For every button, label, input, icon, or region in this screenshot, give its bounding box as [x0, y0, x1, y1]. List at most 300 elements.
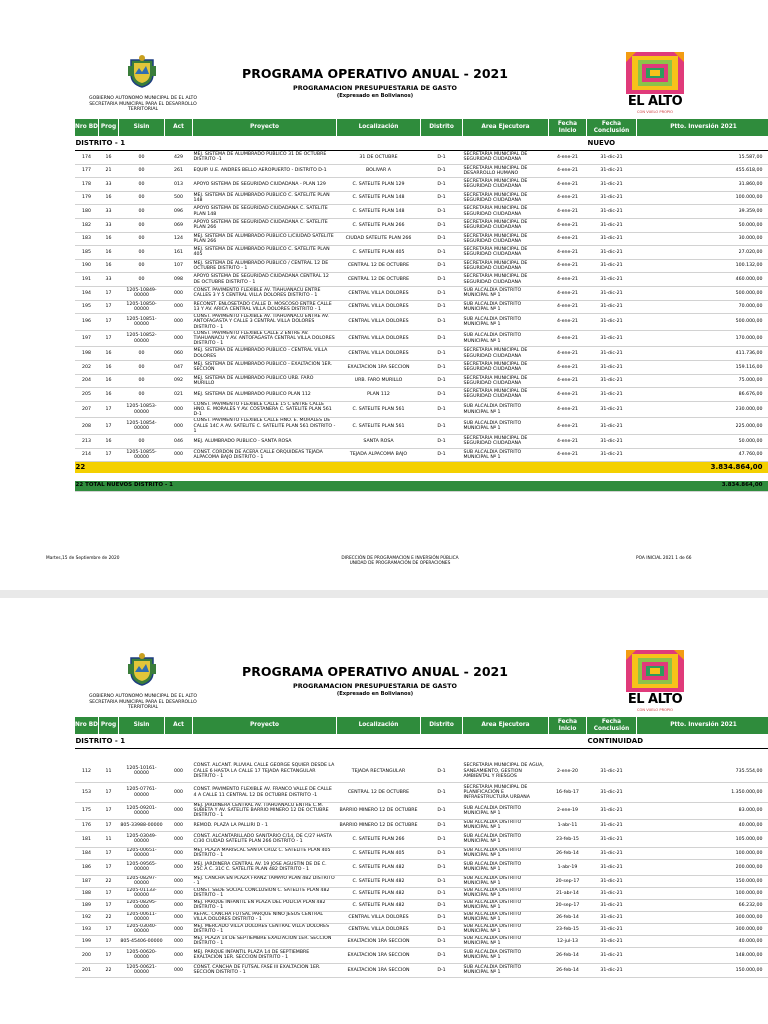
table-cell: SECRETARIA MUNICIPAL DE SEGURIDAD CIUDADANA: [463, 178, 549, 192]
table-row: [75, 448, 768, 462]
table-cell: 21-abr-14: [549, 887, 587, 899]
table-cell: 31-dic-21: [587, 246, 637, 260]
table-row: [75, 374, 768, 388]
table-cell: 00: [119, 434, 165, 448]
total-row: [75, 481, 768, 492]
table-cell: REFAC. CANCHA FUTSAL PARQUE NIÑO JESUS CENTRAL VILLA DOLORES DISTRITO - 1: [193, 911, 337, 923]
table-cell: C. SATELITE PLAN 148: [337, 191, 421, 205]
table-cell: 40.000,00: [637, 819, 768, 831]
table-cell: 213: [75, 434, 99, 448]
column-header: Fecha Inicio: [549, 119, 587, 137]
table-cell: 4-ene-21: [549, 434, 587, 448]
table-cell: D-1: [421, 388, 463, 402]
table-cell: 2-ene-19: [549, 803, 587, 820]
table-cell: SUB ALCALDIA DISTRITO MUNICIPAL Nº 1: [463, 286, 549, 300]
table-cell: 17: [99, 923, 119, 935]
table-cell: D-1: [421, 191, 463, 205]
table-cell: 16: [99, 259, 119, 273]
table-cell: CENTRAL VILLA DOLORES: [337, 314, 421, 331]
table-cell: 189: [75, 899, 99, 911]
table-cell: D-1: [421, 434, 463, 448]
table-cell: 00: [119, 246, 165, 260]
table-cell: D-1: [421, 831, 463, 847]
table-cell: MEJ. SISTEMA DE ALUMBRADO PUBLICO PLAN 112: [193, 388, 337, 402]
government-name: [75, 96, 211, 113]
table-cell: CONST. SEDE SOCIAL CONCLUSION C. SATELITE PLAN 482 DISTRITO - 1: [193, 887, 337, 899]
column-header: Nro BD: [75, 119, 99, 137]
table-cell: 4-ene-21: [549, 418, 587, 435]
table-cell: 21: [99, 164, 119, 178]
table-cell: 000: [165, 448, 193, 462]
table-cell: SECRETARIA MUNICIPAL DE SEGURIDAD CIUDADANA: [463, 232, 549, 246]
table-cell: 26-feb-14: [549, 911, 587, 923]
table-cell: 31-dic-21: [587, 899, 637, 911]
table-cell: 186: [75, 859, 99, 875]
table-cell: 1205-09201-00000: [119, 803, 165, 820]
table-cell: 176: [75, 819, 99, 831]
table-cell: CONST. PAVIMENTO FLEXIBLE AV. TIAHUANACU ENTRE AV. ANTOFAGASTA Y CALLE 3 CENTRAL VILLA DOLORES DISTRITO - 1: [193, 314, 337, 331]
table-cell: CONST. PAVIMENTO FLEXIBLE CALLE 15 C ENTRE CALLE HNO. E. MORALES Y AV. COSTANERA C. SATELITE PLAN 561 D-1: [193, 401, 337, 418]
page-subtitle-2: (Expresado en Bolivianos): [336, 691, 414, 697]
table-cell: URB. FARO MURILLO: [337, 374, 421, 388]
table-cell: 046: [165, 434, 193, 448]
table-cell: 31-dic-21: [587, 448, 637, 462]
table-cell: 39.359,00: [637, 205, 768, 219]
table-cell: 000: [165, 819, 193, 831]
table-cell: 000: [165, 947, 193, 963]
table-cell: 411.736,00: [637, 347, 768, 361]
table-cell: SUB ALCALDIA DISTRITO MUNICIPAL Nº 1: [463, 803, 549, 820]
logo-subtitle: CON VUELO PROPIO: [637, 110, 673, 114]
table-cell: D-1: [421, 963, 463, 977]
table-cell: C. SATELITE PLAN 482: [337, 887, 421, 899]
page-title: PROGRAMA OPERATIVO ANUAL - 2021: [242, 664, 508, 679]
table-cell: SUB ALCALDIA DISTRITO MUNICIPAL Nº 1: [463, 314, 549, 331]
table-cell: 000: [165, 314, 193, 331]
table-cell: CENTRAL 12 DE OCTUBRE: [337, 783, 421, 803]
table-row: [75, 935, 768, 947]
table-cell: SECRETARIA MUNICIPAL DE SEGURIDAD CIUDADANA: [463, 347, 549, 361]
table-cell: 00: [119, 232, 165, 246]
table-cell: 177: [75, 164, 99, 178]
table-cell: 31-dic-21: [587, 935, 637, 947]
table-cell: 000: [165, 831, 193, 847]
table-cell: EXALTACION 1RA SECCION: [337, 360, 421, 374]
table-cell: 31-dic-21: [587, 164, 637, 178]
table-cell: 1205-10161-00000: [119, 761, 165, 783]
table-cell: MEJ. PLAZA MARISCAL SANTA CRUZ C. SATELITE PLAN 405 DISTRITO - 1: [193, 847, 337, 859]
table-cell: MEJ. SISTEMA DE ALUMBRADO PUBLICO / CENTRAL 12 DE OCTUBRE DISTRITO - 1: [193, 259, 337, 273]
table-cell: CONST. PAVIMENTO FLEXIBLE CALLE HNO. E. MORALES DE CALLE 14C A AV. SATELITE C. SATELITE PLAN 561 DISTRITO - 1: [193, 418, 336, 434]
table-cell: 178: [75, 178, 99, 192]
page-separator: [0, 590, 768, 598]
table-cell: 204: [75, 374, 99, 388]
table-cell: 31-dic-21: [587, 418, 637, 435]
table-cell: 26-feb-14: [549, 847, 587, 859]
table-cell: 17: [99, 418, 119, 435]
table-cell: 1205-03049-00000: [119, 831, 165, 847]
table-cell: D-1: [421, 164, 463, 178]
table-cell: 1205-00611-00000: [119, 911, 165, 923]
table-cell: SUB ALCALDIA DISTRITO MUNICIPAL Nº 1: [463, 963, 549, 977]
table-cell: SUB ALCALDIA DISTRITO MUNICIPAL Nº 1: [463, 819, 549, 831]
table-cell: 184: [75, 847, 99, 859]
table-cell: MEJ. PARQUE INFANTIL EN PLAZA DEL POLICIA PLAN 482 DISTRITO - 1: [193, 899, 337, 911]
table-cell: 4-ene-21: [549, 273, 587, 287]
gov-line-1: GOBIERNO AUTONOMO MUNICIPAL DE EL ALTO: [89, 694, 197, 699]
table-cell: REMOD. PLAZA LA PALLIRI D - 1: [193, 819, 337, 831]
footer-date: Martes,15 de Septiembre de 2020: [46, 556, 120, 561]
gov-line-3: TERRITORIAL: [127, 107, 159, 113]
table-cell: 105.000,00: [637, 831, 768, 847]
table-cell: 12-jul-13: [549, 935, 587, 947]
table-cell: 00: [119, 218, 165, 232]
table-cell: 193: [75, 923, 99, 935]
logo-text: EL ALTO: [627, 692, 683, 707]
table-row: [75, 191, 768, 205]
table-cell: 500: [165, 191, 193, 205]
table-cell: 17: [99, 286, 119, 300]
table-cell: 00: [119, 164, 165, 178]
table-cell: SANTA ROSA: [337, 434, 421, 448]
table-cell: D-1: [421, 923, 463, 935]
table-cell: MEJ. PLAZA 14 DE SEPTIEMBRE EXALTACION 1ER. SECCION DISTRITO - 1: [193, 935, 337, 947]
table-cell: D-1: [421, 300, 463, 314]
table-cell: 00: [119, 178, 165, 192]
table-cell: D-1: [421, 286, 463, 300]
table-cell: 11: [99, 831, 119, 847]
table-cell: 31-dic-21: [587, 887, 637, 899]
table-cell: 000: [165, 911, 193, 923]
table-cell: MEJ. JARDINERA CENTRAL AV. TIAHUANACU ENTRE C.M. SUBIETA Y AV. SATELITE BARRIO MINERO 12 DE OCTUBRE DISTRITO - 1: [193, 803, 337, 820]
table-cell: 174: [75, 151, 99, 165]
table-cell: 17: [99, 899, 119, 911]
table-row: [75, 947, 768, 963]
table-cell: 207: [75, 401, 99, 418]
table-row: [75, 761, 768, 783]
table-cell: 000: [165, 875, 193, 887]
table-cell: 31-dic-21: [587, 286, 637, 300]
table-cell: 33: [99, 218, 119, 232]
table-cell: 1205-10849-00000: [119, 286, 165, 300]
table-row: [75, 899, 768, 911]
table-cell: 161: [165, 246, 193, 260]
table-cell: BARRIO MINERO 12 DE OCTUBRE: [337, 819, 421, 831]
table-cell: 70.000,00: [637, 300, 768, 314]
table-cell: SUB ALCALDIA DISTRITO MUNICIPAL Nº 1: [463, 935, 549, 947]
table-cell: 4-ene-21: [549, 448, 587, 462]
table-cell: 000: [165, 923, 193, 935]
table-cell: 196: [75, 314, 99, 331]
table-cell: 170.000,00: [637, 330, 768, 347]
footer-page-number: POA INICIAL 2021 1 de 66: [636, 556, 692, 561]
table-row: [75, 847, 768, 859]
table-cell: 1205-10850-00000: [119, 300, 165, 314]
table-cell: MEJ. SISTEMA DE ALUMBRADO PUBLICO URB. FARO MURILLO: [193, 374, 337, 388]
table-cell: D-1: [421, 847, 463, 859]
table-cell: D-1: [421, 875, 463, 887]
table-cell: MEJ. MERCADO VILLA DOLORES CENTRAL VILLA DOLORES DISTRITO - 1: [193, 923, 337, 935]
table-cell: 100.132,00: [637, 259, 768, 273]
column-header: Area Ejecutora: [463, 717, 549, 735]
table-cell: 1205-01133-00000: [119, 887, 165, 899]
table-cell: SUB ALCALDIA DISTRITO MUNICIPAL Nº 1: [463, 847, 549, 859]
table-cell: 31-dic-21: [587, 374, 637, 388]
table-cell: D-1: [421, 935, 463, 947]
table-cell: 22: [99, 963, 119, 977]
table-row: [75, 300, 768, 314]
table-cell: D-1: [421, 360, 463, 374]
table-cell: 33: [99, 205, 119, 219]
column-header: Distrito: [421, 119, 463, 137]
table-cell: 188: [75, 887, 99, 899]
table-cell: D-1: [421, 911, 463, 923]
table-cell: 83.000,00: [637, 803, 768, 820]
gov-line-1: GOBIERNO AUTONOMO MUNICIPAL DE EL ALTO: [89, 96, 197, 101]
column-header: Distrito: [421, 717, 463, 735]
table-row: [75, 205, 768, 219]
table-cell: SECRETARIA MUNICIPAL DE SEGURIDAD CIUDADANA: [463, 259, 549, 273]
table-cell: 16: [99, 388, 119, 402]
table-cell: 27.020,00: [637, 246, 768, 260]
table-cell: D-1: [421, 330, 463, 347]
table-cell: D-1: [421, 947, 463, 963]
table-cell: 31-dic-21: [587, 151, 637, 165]
table-cell: PLAN 112: [337, 388, 421, 402]
table-cell: 31-dic-21: [587, 401, 637, 418]
table-cell: SECRETARIA MUNICIPAL DE SEGURIDAD CIUDADANA: [463, 191, 549, 205]
table-cell: 31-dic-21: [587, 923, 637, 935]
table-cell: 26-feb-14: [549, 963, 587, 977]
table-cell: 429: [165, 151, 193, 165]
table-cell: D-1: [421, 218, 463, 232]
table-cell: 195: [75, 300, 99, 314]
table-cell: CENTRAL VILLA DOLORES: [337, 300, 421, 314]
table-cell: 200: [75, 947, 99, 963]
table-cell: SECRETARIA MUNICIPAL DE PLANIFICACIÓN E INFRAESTRUCTURA URBANA: [463, 783, 549, 803]
column-header: Localización: [337, 717, 421, 735]
table-cell: 000: [165, 935, 193, 947]
table-cell: 22: [99, 911, 119, 923]
table-cell: CONST. PAVIMENTO FLEXIBLE AV. FRANCO VALLE DE CALLE 4 A CALLE 11 CENTRAL 12 DE OCTUBRE DISTRITO -1: [193, 783, 337, 803]
table-cell: 096: [165, 205, 193, 219]
table-row: [75, 859, 768, 875]
gov-line-2: SECRETARIA MUNICIPAL PARA EL DESARROLLO: [89, 699, 197, 705]
table-cell: 225.000,00: [637, 418, 768, 435]
table-cell: 17: [99, 803, 119, 820]
table-cell: 1205-10853-00000: [119, 401, 165, 418]
table-cell: SUB ALCALDIA DISTRITO MUNICIPAL Nº 1: [463, 418, 549, 435]
table-cell: 230.000,00: [637, 401, 768, 418]
table-cell: C. SATELITE PLAN 561: [337, 401, 421, 418]
table-cell: 31-dic-21: [587, 783, 637, 803]
table-cell: 17: [99, 847, 119, 859]
table-cell: 17: [99, 935, 119, 947]
table-cell: 200.000,00: [637, 859, 768, 875]
table-cell: 00: [119, 259, 165, 273]
table-cell: C. SATELITE PLAN 482: [337, 875, 421, 887]
table-row: [75, 875, 768, 887]
table-cell: 31-dic-21: [587, 232, 637, 246]
table-cell: D-1: [421, 418, 463, 435]
table-cell: 4-ene-21: [549, 232, 587, 246]
table-cell: 198: [75, 347, 99, 361]
table-row: [75, 259, 768, 273]
table-cell: 300.000,00: [637, 923, 768, 935]
table-cell: SUB ALCALDIA DISTRITO MUNICIPAL Nº 1: [463, 330, 549, 347]
table-row: [75, 330, 768, 347]
table-cell: 1205-00620-00000: [119, 947, 165, 963]
table-cell: CONST. PAVIMENTO FLEXIBLE CALLE 2 ENTRE AV. TIAHUANACU Y AV. ANTOFAGASTA CENTRAL VILLA DOLORES DISTRITO - 1: [193, 330, 335, 347]
table-cell: 060: [165, 347, 193, 361]
table-row: [75, 178, 768, 192]
table-cell: SECRETARIA MUNICIPAL DE AGUA, SANEAMIENTO, GESTION AMBIENTAL Y RIESGOS: [463, 761, 549, 783]
table-cell: 1205-09565-00000: [119, 859, 165, 875]
table-cell: SECRETARIA MUNICIPAL DE DESARROLLO HUMANO: [463, 164, 549, 178]
table-cell: BOLIVAR A: [337, 164, 421, 178]
table-cell: 1-abr-19: [549, 859, 587, 875]
table-cell: 11: [99, 761, 119, 783]
table-cell: CONST. CANCHA DE FUTSAL FASE III EXALTACION 1ER. SECCIÓN DISTRITO - 1: [193, 963, 337, 977]
table-cell: 17: [99, 819, 119, 831]
table-cell: 197: [75, 330, 99, 347]
table-cell: 16: [99, 246, 119, 260]
table-cell: 23-feb-15: [549, 923, 587, 935]
footer-center-line-1: DIRECCIÓN DE PROGRAMACION E INVERSIÓN PÚBLICA: [341, 556, 459, 561]
column-header: Fecha Conclusión: [587, 717, 637, 735]
table-cell: CONST. PAVIMENTO FLEXIBLE AV. TIAHUANACU ENTRE CALLES 3 Y 5 CENTRAL VILLA DOLORES DISTRITO - 1: [193, 286, 337, 300]
table-cell: 4-ene-21: [549, 360, 587, 374]
table-row: [75, 273, 768, 287]
municipal-crest-icon: [128, 54, 156, 88]
table-cell: EXALTACION 1RA SECCION: [337, 935, 421, 947]
table-cell: 20-sep-17: [549, 875, 587, 887]
table-cell: SUB ALCALDIA DISTRITO MUNICIPAL Nº 1: [463, 448, 549, 462]
table-cell: 180: [75, 205, 99, 219]
table-cell: 1205-07761-00000: [119, 783, 165, 803]
table-cell: CENTRAL VILLA DOLORES: [337, 330, 421, 347]
table-cell: C. SATELITE PLAN 266: [337, 831, 421, 847]
table-cell: 1205-08295-00000: [119, 899, 165, 911]
table-cell: 735.554,00: [637, 761, 768, 783]
table-cell: C. SATELITE PLAN 148: [337, 205, 421, 219]
column-header: Act: [165, 119, 193, 137]
table-cell: 26-feb-14: [549, 947, 587, 963]
table-cell: 1205-10854-00000: [119, 418, 165, 435]
table-cell: 16: [99, 191, 119, 205]
column-header: Fecha Inicio: [549, 717, 587, 735]
logo-subtitle: CON VUELO PROPIO: [637, 708, 673, 712]
column-header: Nro BD: [75, 717, 99, 735]
table-cell: 16: [99, 360, 119, 374]
table-cell: 50.000,00: [637, 218, 768, 232]
table-cell: 31-dic-21: [587, 273, 637, 287]
table-cell: MEJ. SISTEMA DE ALUMBRADO PUBLICO C. SATELITE PLAN 405: [193, 246, 337, 260]
table-cell: 33: [99, 178, 119, 192]
table-cell: 000: [165, 418, 193, 435]
table-cell: RECONST. ENLOSETADO CALLE D. MOSCOSO ENTRE CALLE 13 Y AV. ARICA CENTRAL VILLA DOLORES DISTRITO - 1: [193, 300, 337, 314]
table-cell: CONST. ALCANTARILLADO SANITARIO C/14, DE C/27 HASTA C/30 CIUDAD SATELITE PLAN 266 DISTRITO - 1: [193, 831, 337, 847]
table-cell: SECRETARIA MUNICIPAL DE SEGURIDAD CIUDADANA: [463, 374, 549, 388]
table-cell: 107: [165, 259, 193, 273]
distrito-row: [75, 735, 768, 749]
spacer-row: [75, 473, 768, 481]
table-cell: CENTRAL VILLA DOLORES: [337, 347, 421, 361]
table-cell: 31-dic-21: [587, 259, 637, 273]
table-cell: 4-ene-21: [549, 218, 587, 232]
table-cell: CENTRAL VILLA DOLORES: [337, 286, 421, 300]
table-row: [75, 401, 768, 418]
count-label: 22: [75, 462, 637, 473]
page-title: PROGRAMA OPERATIVO ANUAL - 2021: [242, 66, 508, 81]
table-cell: 1205-08297-00000: [119, 875, 165, 887]
table-cell: CIUDAD SATELITE PLAN 266: [337, 232, 421, 246]
table-cell: 4-ene-21: [549, 314, 587, 331]
table-cell: 31-dic-21: [587, 963, 637, 977]
table-cell: C. SATELITE PLAN 561: [337, 418, 421, 435]
table-cell: 013: [165, 178, 193, 192]
table-cell: MEJ. SISTEMA DE ALUMBRADO PUBLICO L/CIUDAD SATELITE PLAN 266: [193, 232, 337, 246]
table-cell: 202: [75, 360, 99, 374]
table-cell: 021: [165, 388, 193, 402]
table-row: [75, 360, 768, 374]
table-cell: 40.000,00: [637, 935, 768, 947]
table-cell: 100.000,00: [637, 191, 768, 205]
table-cell: 4-ene-21: [549, 246, 587, 260]
table-cell: 000: [165, 803, 193, 820]
table-cell: 15.587,00: [637, 151, 768, 165]
table-cell: 31-dic-21: [587, 875, 637, 887]
table-cell: C. SATELITE PLAN 129: [337, 178, 421, 192]
table-cell: MEJ. SISTEMA DE ALUMBRADO PUBLICO 31 DE OCTUBRE DISTRITO -1: [193, 151, 337, 165]
table-row: [75, 887, 768, 899]
table-cell: SECRETARIA MUNICIPAL DE SEGURIDAD CIUDADANA: [463, 246, 549, 260]
table-cell: CONST. CORDON DE ACERA CALLE ORQUIDEAS TEJADA ALPACOMA BAJO DISTRITO - 1: [193, 448, 337, 462]
table-cell: D-1: [421, 347, 463, 361]
table-cell: C. SATELITE PLAN 482: [337, 859, 421, 875]
table-cell: C. SATELITE PLAN 266: [337, 218, 421, 232]
table-cell: CENTRAL VILLA DOLORES: [337, 911, 421, 923]
column-header: Area Ejecutora: [463, 119, 549, 137]
table-cell: 261: [165, 164, 193, 178]
table-cell: 112: [75, 761, 99, 783]
table-cell: 4-ene-21: [549, 164, 587, 178]
table-row: [75, 803, 768, 820]
table-cell: 00: [119, 191, 165, 205]
table-cell: 190: [75, 259, 99, 273]
table-cell: CENTRAL VILLA DOLORES: [337, 923, 421, 935]
table-row: [75, 246, 768, 260]
table-cell: SECRETARIA MUNICIPAL DE SEGURIDAD CIUDADANA: [463, 205, 549, 219]
table-row: [75, 218, 768, 232]
distrito-row: [75, 137, 768, 151]
table-cell: 201: [75, 963, 99, 977]
table-cell: SECRETARIA MUNICIPAL DE SEGURIDAD CIUDADANA: [463, 273, 549, 287]
page-subtitle-2: (Expresado en Bolivianos): [336, 93, 414, 99]
budget-table-nuevo: [74, 118, 768, 492]
table-cell: 000: [165, 300, 193, 314]
table-cell: SUB ALCALDIA DISTRITO MUNICIPAL Nº 1: [463, 899, 549, 911]
table-row: [75, 923, 768, 935]
table-cell: SUB ALCALDIA DISTRITO MUNICIPAL Nº 1: [463, 859, 549, 875]
table-row: [75, 434, 768, 448]
table-cell: 181: [75, 831, 99, 847]
page-subtitle: PROGRAMACION PRESUPUESTARIA DE GASTO: [293, 682, 457, 690]
table-cell: 000: [165, 330, 193, 347]
table-cell: 31-dic-21: [587, 314, 637, 331]
column-header: Proyecto: [193, 717, 337, 735]
table-cell: 31-dic-21: [587, 360, 637, 374]
